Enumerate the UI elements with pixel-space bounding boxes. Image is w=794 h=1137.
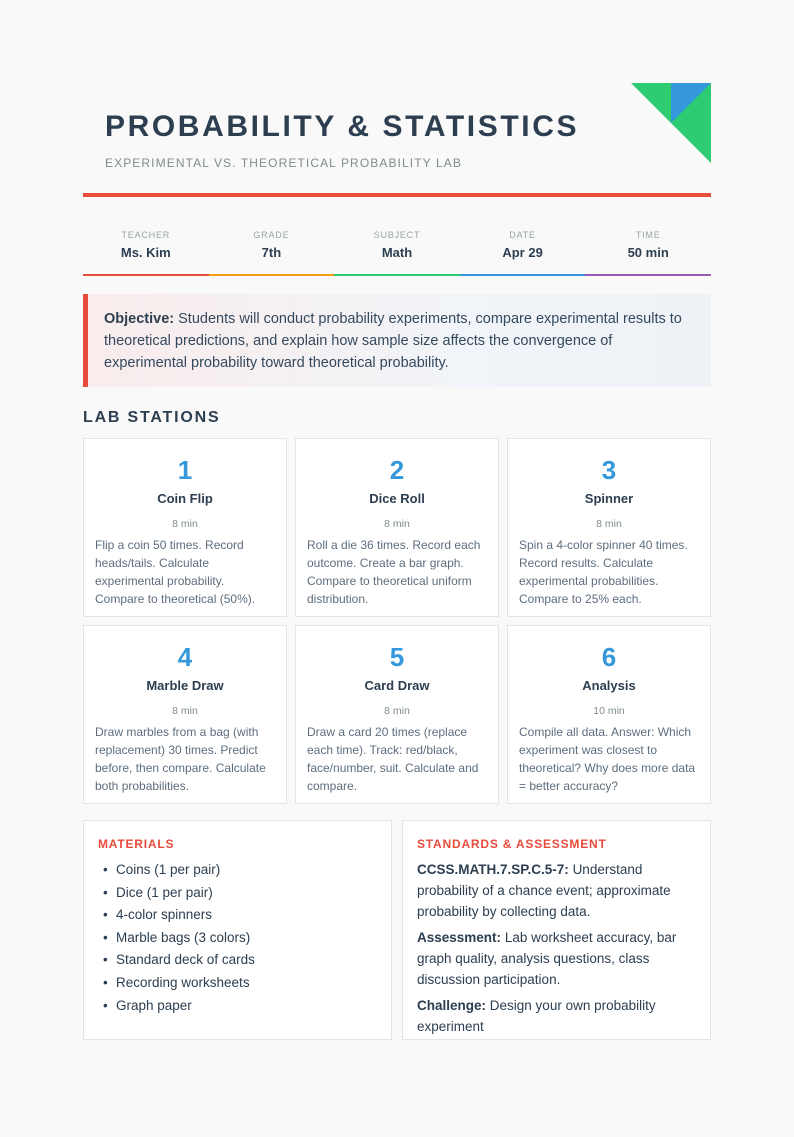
challenge-item [417, 995, 696, 1037]
meta-grade [209, 228, 335, 276]
station-card-marble-draw [83, 625, 287, 804]
meta-value: Apr 29 [502, 245, 543, 260]
meta-color-bar [460, 274, 586, 276]
standard-label: CCSS.MATH.7.SP.C.5-7: [417, 862, 569, 877]
station-time: 8 min [596, 518, 622, 530]
station-description: Draw a card 20 times (replace each time). Track: red/black, face/number, suit. Calculate and compare. [307, 725, 479, 793]
materials-list [98, 859, 377, 1017]
meta-time [585, 228, 711, 276]
meta-color-bar [83, 274, 209, 276]
standard-text: Understand probability of a chance event; approximate probability by collecting data. [417, 862, 671, 919]
challenge-text: Design your own probability experiment [417, 998, 656, 1034]
list-item: • Marble bags (3 colors) [98, 927, 377, 950]
station-name: Analysis [582, 678, 636, 693]
meta-color-bar [209, 274, 335, 276]
objective-box [83, 294, 711, 387]
station-card-card-draw [295, 625, 499, 804]
station-name: Spinner [584, 491, 634, 506]
meta-color-bar [585, 274, 711, 276]
station-time: 8 min [172, 705, 198, 717]
station-name: Card Draw [364, 678, 430, 693]
meta-label: TIME [635, 230, 661, 240]
corner-triangle-decoration [631, 83, 711, 163]
station-description: Draw marbles from a bag (with replacement) 30 times. Predict before, then compare. Calculate both probabilities. [95, 725, 266, 793]
station-number: 5 [389, 642, 405, 672]
station-number: 1 [177, 455, 193, 485]
station-time: 10 min [593, 705, 625, 717]
station-card-dice-roll [295, 438, 499, 617]
station-description: Spin a 4-color spinner 40 times. Record results. Calculate experimental probabilities. Compare to 25% each. [519, 538, 688, 606]
station-number: 4 [177, 642, 193, 672]
standard-item [417, 859, 696, 922]
meta-value: Math [381, 245, 413, 260]
meta-label: SUBJECT [373, 230, 421, 240]
station-card-analysis [507, 625, 711, 804]
meta-label: DATE [509, 230, 536, 240]
page-title: PROBABILITY & STATISTICS [105, 110, 580, 143]
materials-box [83, 820, 392, 1040]
station-time: 8 min [384, 705, 410, 717]
meta-value: Ms. Kim [120, 245, 171, 260]
station-description: Flip a coin 50 times. Record heads/tails. Calculate experimental probability. Compare to theoretical (50%). [95, 538, 256, 606]
meta-date [460, 228, 586, 276]
meta-color-bar [334, 274, 460, 276]
station-card-spinner [507, 438, 711, 617]
list-item: • Coins (1 per pair) [98, 859, 377, 882]
standards-box [402, 820, 711, 1040]
meta-value: 7th [261, 245, 282, 260]
meta-subject [334, 228, 460, 276]
assessment-item [417, 927, 696, 990]
assessment-text: Lab worksheet accuracy, bar graph quality, analysis questions, class discussion participation. [417, 930, 677, 987]
meta-label: TEACHER [121, 230, 171, 240]
page-subtitle: EXPERIMENTAL VS. THEORETICAL PROBABILITY LAB [105, 156, 462, 170]
lesson-meta [83, 228, 711, 276]
station-time: 8 min [172, 518, 198, 530]
station-card-coin-flip [83, 438, 287, 617]
list-item: • Recording worksheets [98, 972, 377, 995]
assessment-label: Assessment: [417, 930, 502, 945]
meta-teacher [83, 228, 209, 276]
list-item: • 4-color spinners [98, 904, 377, 927]
list-item: • Standard deck of cards [98, 949, 377, 972]
station-number: 2 [389, 455, 405, 485]
meta-value: 50 min [627, 245, 669, 260]
lab-stations-heading: LAB STATIONS [83, 409, 221, 426]
objective-label: Objective: [104, 311, 175, 327]
station-name: Marble Draw [146, 678, 224, 693]
materials-title: MATERIALS [98, 837, 175, 851]
station-number: 6 [601, 642, 617, 672]
station-name: Coin Flip [157, 491, 213, 506]
list-item: • Graph paper [98, 995, 377, 1018]
station-number: 3 [601, 455, 617, 485]
standards-title: STANDARDS & ASSESSMENT [417, 837, 607, 851]
station-description: Roll a die 36 times. Record each outcome. Create a bar graph. Compare to theoretical uniform distribution. [307, 538, 481, 606]
station-description: Compile all data. Answer: Which experiment was closest to theoretical? Why does more data = better accuracy? [519, 725, 696, 793]
objective-text: Students will conduct probability experiments, compare experimental results to theoretical predictions, and explain how sample size affects the convergence of experimental probability toward theoretical probability. [104, 311, 682, 371]
title-divider [83, 193, 711, 197]
station-time: 8 min [384, 518, 410, 530]
challenge-label: Challenge: [417, 998, 487, 1013]
station-name: Dice Roll [369, 491, 425, 506]
list-item: • Dice (1 per pair) [98, 882, 377, 905]
meta-label: GRADE [253, 230, 290, 240]
